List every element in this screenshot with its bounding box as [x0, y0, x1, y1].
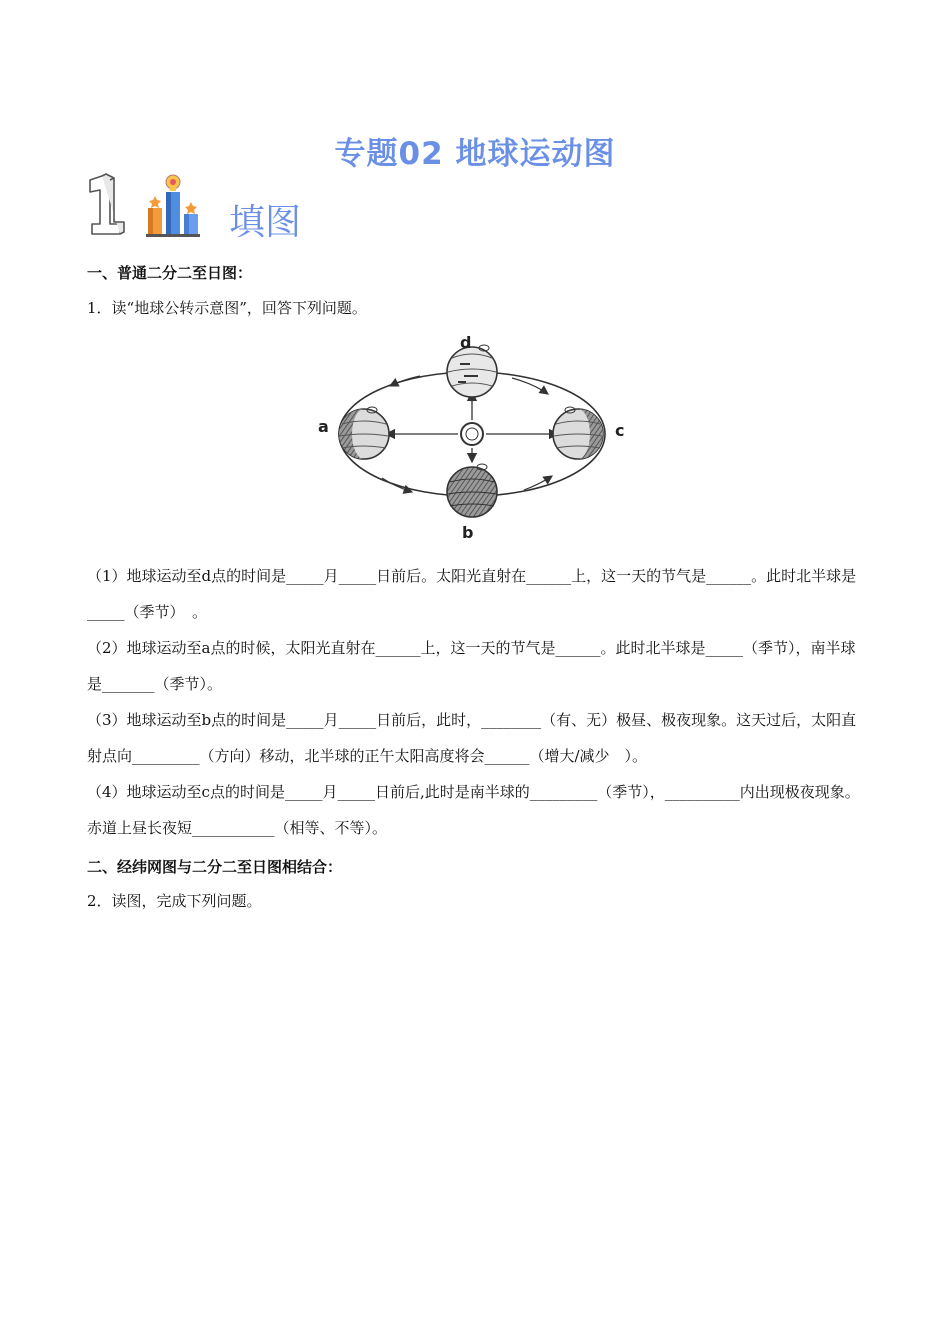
orbit-arrow — [512, 378, 548, 394]
earth-d — [447, 345, 497, 397]
question-1-3: （3）地球运动至b点的时间是_____月_____日前后，此时，________（有、无）极昼、极夜现象。这天过后，太阳直射点向_________（方向）移动，北半球的正午太阳高度将会______（增大/减少 ）。 — [87, 711, 857, 765]
earth-b — [447, 464, 497, 517]
number-one-icon — [90, 174, 124, 234]
question-1-2: （2）地球运动至a点的时候，太阳光直射在______上，这一天的节气是______。此时北半球是_____（季节），南半球是_______（季节）。 — [87, 639, 856, 693]
question-1-1: （1）地球运动至d点的时间是_____月_____日前后。太阳光直射在______上，这一天的节气是______。此时北半球是_____（季节） 。 — [87, 567, 857, 621]
label-c: c — [615, 421, 625, 440]
page-title: 专题02 地球运动图 — [334, 136, 616, 172]
section-icon — [86, 172, 211, 238]
part1-heading: 一、普通二分二至日图： — [87, 264, 253, 282]
question-1-intro: 1．读“地球公转示意图”，回答下列问题。 — [87, 299, 367, 317]
question-2-intro: 2．读图，完成下列问题。 — [87, 892, 262, 910]
label-a: a — [318, 417, 329, 436]
earth-c — [553, 407, 603, 459]
section-label: 填图 — [229, 202, 302, 243]
podium-trophy-icon — [146, 175, 200, 237]
label-d: d — [460, 333, 472, 352]
label-b: b — [462, 523, 474, 542]
earth-orbit-diagram — [312, 328, 637, 548]
sun-icon — [461, 423, 483, 445]
question-1-4: （4）地球运动至c点的时间是_____月_____日前后,此时是南半球的_________（季节），__________内出现极夜现象。赤道上昼长夜短___________（相等、不等）。 — [87, 783, 860, 837]
part2-heading: 二、经纬网图与二分二至日图相结合： — [87, 858, 343, 876]
